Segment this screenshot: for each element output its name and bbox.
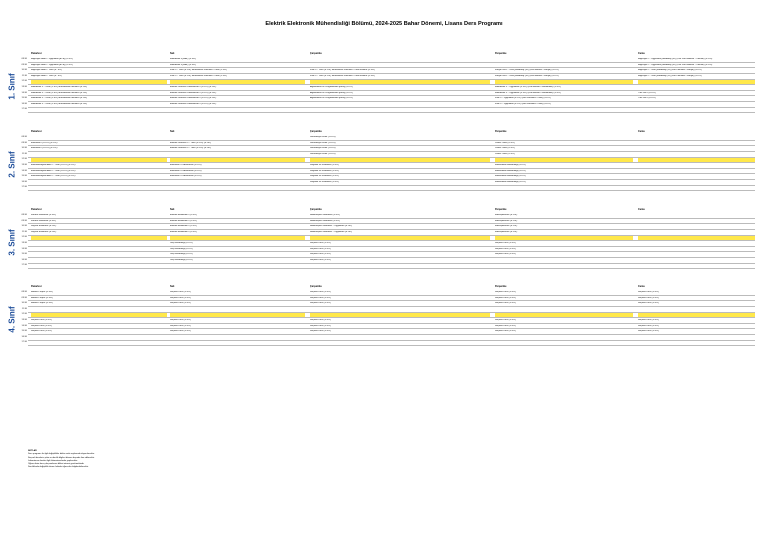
time-label: 11:30 xyxy=(21,307,27,310)
time-label: 11:30 xyxy=(21,152,27,155)
schedule-cell: Lineer Cebir (S.101) xyxy=(495,147,515,150)
schedule-cell: Sinyaller ve Sistemler (S.101) xyxy=(310,164,339,166)
day-header: Cuma xyxy=(638,208,645,211)
schedule-cell: Matematik II – Teori (S.101) Mühendislik Fakültesi (S.101) xyxy=(31,91,88,94)
schedule-cell: Bilgisayar I – Uygulama [MMBMB] (S1) (Lab. Fen Bilimleri – Fakülte) (S.101) xyxy=(638,58,713,60)
schedule-cell: Algoritmalar ve Programlama [EEM] (S.101) xyxy=(310,91,353,94)
notes-heading: NOTLAR xyxy=(28,450,37,452)
schedule-cell: Fizik II – Teori (S.101) Mühendislik Fakültesi / Fizik Bölümü (S.101) xyxy=(310,69,375,72)
time-label: 15:30 xyxy=(21,253,27,256)
time-label: 15:30 xyxy=(21,97,27,100)
schedule-cell: Diferansiyel Denk. (S.101) xyxy=(310,147,336,150)
schedule-cell: Seçmeli Ders (S.101) xyxy=(310,296,331,299)
schedule-cell: Elektrik Devreleri Laboratuvarı I (S.101) (S.101) xyxy=(170,86,217,88)
schedule-cell: Bilgisayar I – Teori [MMBMB] (S1) (Fen Fakültesi / Kimya) (S.101) xyxy=(638,69,702,72)
time-label: 16:30 xyxy=(21,102,27,105)
time-label: 08:30 xyxy=(21,291,27,293)
schedule-cell: Matematik II – Uygulama (S.101) (Fen Bilimleri / Matematik) (S.101) xyxy=(495,91,561,94)
schedule-cell: Fizik II – Uygulama (S.101) (Fen Fakültesi / Fizik) (S.101) xyxy=(495,97,551,100)
schedule-cell: Mikroişlemciler (S.101) xyxy=(495,214,518,216)
schedule-cell: Fizik II – Teori (S.101) Mühendislik Fakültesi / Fizik (S.101) xyxy=(170,69,227,72)
schedule-cell: Haberleşme Sistemleri – Uygulama (S.101) xyxy=(310,225,353,228)
grid-line xyxy=(28,112,755,113)
schedule-cell: Elektrik Devreleri Laboratuvarı I (S.101) (S.101) xyxy=(170,102,217,105)
day-header: Salı xyxy=(170,52,175,55)
day-header: Pazartesi xyxy=(31,130,42,133)
schedule-cell: Türk Dili II (S.101) xyxy=(638,91,656,94)
schedule-cell: Seçmeli Ders (S.101) xyxy=(310,324,331,327)
day-header: Salı xyxy=(170,285,175,288)
schedule-cell: Algoritmalar ve Programlama [EEM] (S.101) xyxy=(310,86,353,88)
time-label: 17:30 xyxy=(21,264,27,267)
schedule-cell: Seçmeli Ders (S.101) xyxy=(495,253,516,256)
schedule-cell: Seçmeli Ders (S.101) xyxy=(31,324,52,327)
schedule-cell: Fizik II – Uygulama (S.101) (Fen Fakültesi / Fizik) (S.101) xyxy=(495,102,551,105)
schedule-cell: Lineer Cebir (S.101) xyxy=(495,152,515,155)
time-label: 12:30 xyxy=(21,236,27,239)
schedule-cell: Kimya Dersi – Teori [MMBMB] (S1) (Fen Bilimleri / Kimya) (S.101) xyxy=(495,69,559,72)
schedule-cell: Mühendislik Matematiği (S.101) xyxy=(495,175,526,178)
day-header: Perşembe xyxy=(495,130,507,133)
schedule-cell: Seçmeli Ders (S.101) xyxy=(310,258,331,261)
schedule-cell: Elektrik Devreleri II – Teori (S.101) (S.101) xyxy=(170,147,212,150)
time-label: 10:30 xyxy=(21,147,27,150)
schedule-cell: Elektrik Devreleri Laboratuvarı I (S.101) (S.101) xyxy=(170,91,217,94)
time-label: 10:30 xyxy=(21,302,27,305)
schedule-cell: Elektrik Makineleri I (S.101) xyxy=(170,225,197,228)
schedule-cell: Seçmeli Ders (S.101) xyxy=(495,302,516,305)
schedule-cell: Bilgisayar Bilimi – Uygulama [BCE] (S.101) xyxy=(31,63,73,66)
schedule-cell: Elektronik I Laboratuvarı (S.101) xyxy=(170,169,202,172)
day-header: Cuma xyxy=(638,130,645,133)
time-label: 09:30 xyxy=(21,219,27,222)
note-line: Laboratuvar dersleri ilgili laboratuvarlarda yapılacaktır. xyxy=(28,459,78,462)
schedule-cell: Haberleşme Sistemleri (S.101) xyxy=(310,219,340,222)
grid-line xyxy=(28,190,755,191)
schedule-cell: Seçmeli Ders (S.101) xyxy=(495,296,516,299)
year-label-text: 1. Sınıf xyxy=(7,72,17,100)
year-label xyxy=(6,58,18,114)
schedule-cell: Elektronik I Laboratuvarı (S.101) xyxy=(170,175,202,178)
schedule-cell: Sinyaller ve Sistemler (S.101) xyxy=(310,180,339,183)
time-label: 14:30 xyxy=(21,324,27,327)
schedule-cell: Seçmeli Ders (S.101) xyxy=(170,302,191,305)
day-header: Çarşamba xyxy=(310,208,322,211)
schedule-cell: Mühendislik Matematiği (S.101) xyxy=(495,164,526,166)
time-label: 12:30 xyxy=(21,313,27,316)
time-label: 10:30 xyxy=(21,225,27,228)
schedule-cell: Seçmeli Ders (S.101) xyxy=(638,291,659,293)
schedule-cell: Diferansiyel Denk. (S.101) xyxy=(310,152,336,155)
schedule-cell: Seçmeli Ders (S.101) xyxy=(495,291,516,293)
schedule-cell: Seçmeli Ders (S.101) xyxy=(170,319,191,321)
time-label: 15:30 xyxy=(21,175,27,178)
time-label: 17:30 xyxy=(21,108,27,111)
schedule-cell: Sinyaller ve Sistemler (S.101) xyxy=(310,175,339,178)
schedule-cell: Türk Dili II (S.101) xyxy=(638,97,656,100)
day-header: Pazartesi xyxy=(31,285,42,288)
schedule-cell: Seçmeli Ders (S.101) xyxy=(31,319,52,321)
time-label: 13:30 xyxy=(21,242,27,244)
day-header: Salı xyxy=(170,130,175,133)
schedule-cell: Algoritmalar ve Programlama [EEM] (S.101) xyxy=(310,97,353,100)
year-label-text: 4. Sınıf xyxy=(7,305,17,333)
time-label: 10:30 xyxy=(21,69,27,72)
schedule-cell: Seçmeli Ders (S.101) xyxy=(310,291,331,293)
day-header: Cuma xyxy=(638,52,645,55)
time-label: 15:30 xyxy=(21,330,27,333)
schedule-cell: Seçmeli Ders (S.101) xyxy=(310,319,331,321)
time-label: 08:30 xyxy=(21,58,27,60)
schedule-cell: Sinyaller ve Sistemler (S.101) xyxy=(310,169,339,172)
time-label: 17:30 xyxy=(21,186,27,189)
grid-line xyxy=(28,345,755,346)
time-label: 08:30 xyxy=(21,214,27,216)
note-line: Ders programı ile ilgili değişiklikler bölüm web sayfasında duyurulacaktır. xyxy=(28,453,95,456)
day-header: Perşembe xyxy=(495,285,507,288)
schedule-cell: Seçmeli Ders (S.101) xyxy=(495,330,516,333)
schedule-cell: Seçmeli Ders (S.101) xyxy=(495,247,516,250)
schedule-cell: Seçmeli Ders (S.101) xyxy=(638,319,659,321)
schedule-cell: Güç Elektroniği (S.101) xyxy=(170,253,193,256)
notes-lines xyxy=(28,453,748,469)
schedule-cell: Haberleşme Sistemleri – Uygulama (S.101) xyxy=(310,230,353,233)
schedule-cell: Seçmeli Ders (S.101) xyxy=(310,302,331,305)
time-label: 12:30 xyxy=(21,80,27,83)
schedule-cell: Matematik II – Uygulama (S.101) (Fen Bilimleri / Matematik) (S.101) xyxy=(495,86,561,88)
schedule-cell: Mühendislik Matematiği (S.101) xyxy=(495,169,526,172)
schedule-cell: Mühendislik Matematiği (S.101) xyxy=(495,180,526,183)
day-header: Çarşamba xyxy=(310,52,322,55)
schedule-cell: Seçmeli Ders (S.101) xyxy=(170,330,191,333)
day-header: Çarşamba xyxy=(310,285,322,288)
schedule-cell: Seçmeli Ders (S.101) xyxy=(638,296,659,299)
schedule-cell: Seçmeli Ders (S.101) xyxy=(170,296,191,299)
schedule-cell: Bilgisayar Bilimi – Uygulama [BCE] (S.101) xyxy=(31,58,73,60)
year-label xyxy=(6,136,18,192)
day-header: Perşembe xyxy=(495,208,507,211)
schedule-cell: Elektrik Makineleri I (S.101) xyxy=(170,214,197,216)
time-label: 17:30 xyxy=(21,341,27,344)
schedule-cell: Bilgisayar Bilimi – Teori (S. 101) xyxy=(31,74,62,77)
day-header: Salı xyxy=(170,208,175,211)
schedule-cell: Bilgisayar Bilimi – Teori (S. 101) xyxy=(31,69,62,72)
schedule-cell: Seçmeli Ders (S.101) xyxy=(638,330,659,333)
year-label xyxy=(6,291,18,347)
time-label: 12:30 xyxy=(21,158,27,161)
time-label: 09:30 xyxy=(21,296,27,299)
schedule-cell: Elektromanyetik Alan I – Teori (S.101) (S.101) xyxy=(31,169,76,172)
schedule-cell: Elektrik Makineleri I (S.101) xyxy=(170,219,197,222)
schedule-cell: Bitirme Projesi (S.101) xyxy=(31,296,53,299)
time-label: 13:30 xyxy=(21,86,27,88)
schedule-cell: Seçmeli Ders (S.101) xyxy=(495,242,516,244)
schedule-cell: Seçmeli Ders (S.101) xyxy=(310,253,331,256)
schedule-cell: Fizik II – Teori (S.101) Mühendislik Fakültesi / Fizik Bölümü (S.101) xyxy=(310,74,375,77)
schedule-cell: Seçmeli Ders (S.101) xyxy=(638,324,659,327)
schedule-cell: Elektrik Devreleri Laboratuvarı I (S.101) (S.101) xyxy=(170,97,217,100)
time-label: 16:30 xyxy=(21,335,27,338)
schedule-cell: Elektrik Devreleri II – Teori (S.101) (S.101) xyxy=(170,141,212,144)
year-label-text: 2. Sınıf xyxy=(7,150,17,178)
time-label: 11:30 xyxy=(21,230,27,233)
schedule-cell: Bilgisayar I – Teori [MMBMB] (S1) (Fen Fakültesi / Kimya) (S.101) xyxy=(638,74,702,77)
time-label: 08:30 xyxy=(21,136,27,138)
schedule-cell: Seçmeli Ders (S.101) xyxy=(495,319,516,321)
schedule-cell: Matematik II – Teori (S.101) Mühendislik Fakültesi (S.101) xyxy=(31,86,88,88)
schedule-cell: Matematik II [MAT] (S.101) xyxy=(170,63,196,66)
schedule-cell: Seçmeli Ders (S.101) xyxy=(310,247,331,250)
schedule-cell: Güç Elektroniği (S.101) xyxy=(170,247,193,250)
note-line: Öğrencilerin ders çakışmalarına dikkat etmesi gerekmektedir. xyxy=(28,463,85,466)
schedule-cell: Seçmeli Ders (S.101) xyxy=(310,330,331,333)
schedule-cell: Sayısal Elektronik (S.101) xyxy=(31,225,57,228)
schedule-cell: Seçmeli Ders (S.101) xyxy=(638,302,659,305)
schedule-cell: Elektromanyetik Alan I – Teori (S.101) (S.101) xyxy=(31,164,76,166)
time-label: 16:30 xyxy=(21,180,27,183)
schedule-cell: Elektrik Makineleri I (S.101) xyxy=(170,230,197,233)
schedule-cell: Bitirme Projesi (S.101) xyxy=(31,291,53,293)
notes xyxy=(28,450,748,470)
schedule-cell: Haberleşme Sistemleri (S.101) xyxy=(310,214,340,216)
grid-line xyxy=(28,268,755,269)
year-label xyxy=(6,214,18,270)
schedule-cell: Matematik II [MAT] (S.101) xyxy=(170,58,196,60)
schedule-cell: Kontrol Sistemleri (S.101) xyxy=(31,214,56,216)
schedule-cell: Bitirme Projesi (S.101) xyxy=(31,302,53,305)
year-label-text: 3. Sınıf xyxy=(7,228,17,256)
time-label: 14:30 xyxy=(21,169,27,172)
schedule-cell: Lineer Cebir (S.101) xyxy=(495,141,515,144)
schedule-cell: Diferansiyel Denk. (S.101) xyxy=(310,136,336,138)
schedule-cell: Seçmeli Ders (S.101) xyxy=(495,324,516,327)
schedule-cell: Elektronik I (S.101) (S.101) xyxy=(31,147,58,150)
time-label: 09:30 xyxy=(21,63,27,66)
schedule-cell: Bilgisayar I – Uygulama [MMBMB] (S1) (Lab. Fen Bilimleri – Fakülte) (S.101) xyxy=(638,63,713,66)
time-label: 14:30 xyxy=(21,91,27,94)
time-label: 13:30 xyxy=(21,164,27,166)
day-header: Pazartesi xyxy=(31,208,42,211)
time-label: 14:30 xyxy=(21,247,27,250)
schedule-cell: Elektronik I Laboratuvarı (S.101) xyxy=(170,164,202,166)
time-label: 13:30 xyxy=(21,319,27,321)
schedule-cell: Matematik II – Teori (S.101) Mühendislik Fakültesi (S.101) xyxy=(31,97,88,100)
day-header: Perşembe xyxy=(495,52,507,55)
time-label: 16:30 xyxy=(21,258,27,261)
schedule-cell: Elektronik I (S.101) (S.101) xyxy=(31,141,58,144)
schedule-cell: Matematik II – Teori (S.101) Mühendislik Fakültesi (S.101) xyxy=(31,102,88,105)
day-header: Cuma xyxy=(638,285,645,288)
schedule-cell: Sayısal Elektronik (S.101) xyxy=(31,230,57,233)
schedule-cell: Seçmeli Ders (S.101) xyxy=(170,324,191,327)
schedule-cell: Elektromanyetik Alan I – Teori (S.101) (S.101) xyxy=(31,175,76,178)
note-line: Seçmeli derslerin şube ve derslik bilgileri dönem başında ilan edilecektir. xyxy=(28,456,95,459)
day-header: Pazartesi xyxy=(31,52,42,55)
schedule-cell: Mikroişlemciler (S.101) xyxy=(495,219,518,222)
time-label: 09:30 xyxy=(21,141,27,144)
day-header: Çarşamba xyxy=(310,130,322,133)
schedule-cell: Mikroişlemciler (S.101) xyxy=(495,225,518,228)
schedule-cell: Diferansiyel Denk. (S.101) xyxy=(310,141,336,144)
note-line: Dersliklerde değişiklik olması halinde öğrenciler bilgilendirilecektir. xyxy=(28,466,89,469)
schedule-cell: Mikroişlemciler (S.101) xyxy=(495,230,518,233)
schedule-cell: Seçmeli Ders (S.101) xyxy=(310,242,331,244)
schedule-cell: Seçmeli Ders (S.101) xyxy=(170,291,191,293)
schedule-cell: Güç Elektroniği (S.101) xyxy=(170,258,193,261)
schedule-cell: Seçmeli Ders (S.101) xyxy=(31,330,52,333)
schedule-cell: Kontrol Sistemleri (S.101) xyxy=(31,219,56,222)
schedule-cell: Fizik II – Teori (S.101) Mühendislik Fakültesi / Fizik (S.101) xyxy=(170,74,227,77)
page-title: Elektrik Elektronik Mühendisliği Bölümü, 2024-2025 Bahar Dönemi, Lisans Ders Programı xyxy=(265,21,503,27)
schedule-cell: Güç Elektroniği (S.101) xyxy=(170,242,193,244)
schedule-cell: Kimya Dersi – Teori [MMBMB] (S1) (Fen Bilimleri / Kimya) (S.101) xyxy=(495,74,559,77)
time-label: 11:30 xyxy=(21,74,27,77)
